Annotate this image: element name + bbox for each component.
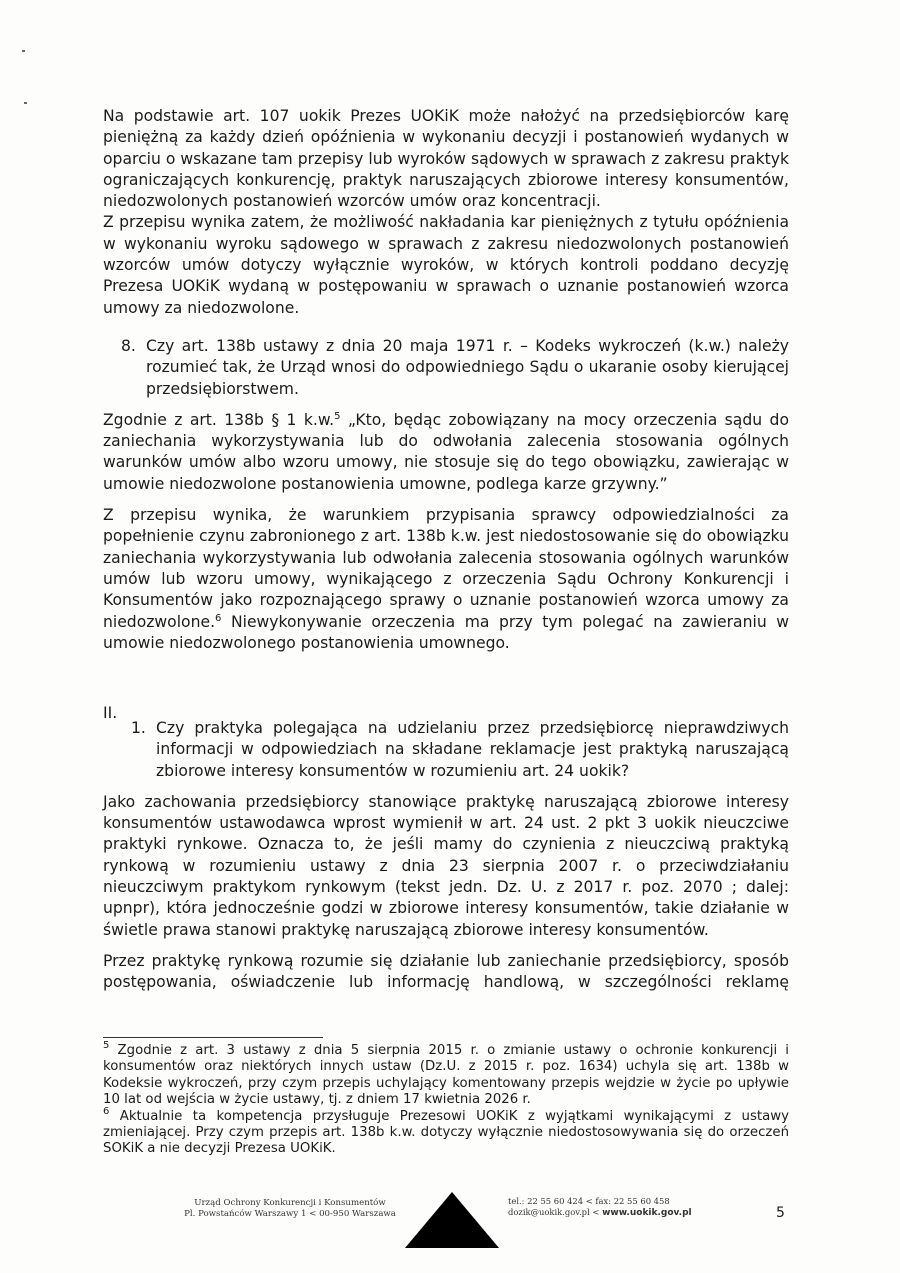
question-8 xyxy=(103,336,789,400)
contact-email: dozik@uokik.gov.pl < xyxy=(508,1207,603,1217)
page-number: 5 xyxy=(776,1205,785,1221)
footnote-ref-6: 6 xyxy=(215,612,222,624)
contact-phone-fax: tel.: 22 55 60 424 < fax: 22 55 60 458 xyxy=(508,1196,670,1206)
footnote-5: $^5$ Zgodnie z art. 3 ustawy z dnia 5 sierpnia 2015 r. o zmianie ustawy o ochronie konkurencji i konsumentów oraz niektórych innych ustaw (Dz.U. z 2015 r. poz. 1634) uchyla się art. 138b w Kodeksie wykroczeń, przy czym przepis uchylający komentowany przepis wejdzie w życie po upływie 10 lat od wejścia w życie ustawy, tj. z dniem 17 kwietnia 2026 r. xyxy=(103,1040,789,1108)
question-8-text: Czy art. 138b ustawy z dnia 20 maja 1971 r. – Kodeks wykroczeń (k.w.) należy rozumieć tak, że Urząd wnosi do odpowiedniego Sądu o ukaranie osoby kierującej przedsiębiorstwem. xyxy=(146,336,789,398)
footnote-ref-5: 5 xyxy=(334,410,341,422)
question-1 xyxy=(103,718,789,782)
organization-name: Urząd Ochrony Konkurencji i Konsumentów xyxy=(194,1198,386,1208)
uokik-triangle-logo-icon xyxy=(402,1190,502,1250)
paragraph-art-138b: Zgodnie z art. 138b § 1 k.w.$^5$ „Kto, będąc zobowiązany na mocy orzeczenia sądu do zaniechania wykorzystywania lub do odwołania zalecenia stosowania ogólnych warunków umów albo wzoru umowy, nie stosuje się do tego obowiązku, zawierając w umowie niedozwolone postanowienia umowne, podlega karze grzywny.” xyxy=(103,410,789,493)
scan-speck xyxy=(22,50,25,52)
website-link[interactable]: www.uokik.gov.pl xyxy=(602,1208,692,1218)
paragraph-art-107: Na podstawie art. 107 uokik Prezes UOKiK może nałożyć na przedsiębiorców karę pieniężną za każdy dzień opóźnienia w wykonaniu decyzji i postanowień wydanych w oparciu o wskazane tam przepisy lub wyroków sądowych w sprawach z zakresu praktyk ograniczających konkurencję, praktyk naruszających zbiorowe interesy konsumentów, niedozwolonych postanowień wzorców umów oraz koncentracji. xyxy=(103,107,789,211)
scan-speck xyxy=(24,102,27,104)
paragraph-art-24: Jako zachowania przedsiębiorcy stanowiące praktykę naruszającą zbiorowe interesy konsumentów ustawodawca wprost wymienił w art. 24 ust. 2 pkt 3 uokik nieuczciwe praktyki rynkowe. Oznacza to, że jeśli mamy do czynienia z nieuczciwą praktyką rynkową w rozumieniu ustawy z dnia 23 sierpnia 2007 r. o przeciwdziałaniu nieuczciwym praktykom rynkowym (tekst jedn. Dz. U. z 2017 r. poz. 2070 ; dalej: upnpr), która jednocześnie godzi w zbiorowe interesy konsumentów, takie działanie w świetle prawa stanowi praktykę naruszającą zbiorowe interesy konsumentów. xyxy=(103,792,789,939)
organization-address: Pl. Powstańców Warszawy 1 < 00-950 Warszawa xyxy=(184,1209,396,1219)
question-8-number: 8. xyxy=(121,336,136,355)
footnotes xyxy=(103,1040,789,1158)
question-1-text: Czy praktyka polegająca na udzielaniu przez przedsiębiorcę nieprawdziwych informacji w odpowiedziach na składane reklamacje jest praktyką naruszającą zbiorowe interesy konsumentów w rozumieniu art. 24 uokik? xyxy=(156,719,789,780)
contact-web xyxy=(508,1207,718,1219)
paragraph-market-practice: Przez praktykę rynkową rozumie się działanie lub zaniechanie przedsiębiorcy, sposób postępowania, oświadczenie lub informację handlową, w szczególności reklamę xyxy=(103,951,789,992)
question-1-number: 1. xyxy=(131,719,146,737)
paragraph-conclusion: Z przepisu wynika zatem, że możliwość nakładania kar pieniężnych z tytułu opóźnienia w wykonaniu wyroku sądowego w sprawach z zakresu niedozwolonych postanowień wzorców umów dotyczy wyłącznie wyroków, w których kontroli poddano decyzję Prezesa UOKiK wydaną w postępowaniu w sprawach o uznanie postanowień wzorca umowy za niedozwolone. xyxy=(103,213,789,317)
paragraph-liability: Z przepisu wynika, że warunkiem przypisania sprawcy odpowiedzialności za popełnienie czynu zabronionego z art. 138b k.w. jest niedostosowanie się do obowiązku zaniechania wykorzystywania lub odwołania zalecenia stosowania ogólnych warunków umów lub wzoru umowy, wynikającego z orzeczenia Sądu Ochrony Konkurencji i Konsumentów jako rozpoznającego sprawy o uznanie postanowień wzorca umowy za niedozwolone.$^6$ Niewykonywanie orzeczenia ma przy tym polegać na zawieraniu w umowie niedozwolonego postanowienia umownego. xyxy=(103,506,789,652)
footer-organization xyxy=(180,1198,400,1220)
footnote-6: $^6$ Aktualnie ta kompetencja przysługuje Prezesowi UOKiK z wyjątkami wynikającymi z ustawy zmieniającej. Przy czym przepis art. 138b k.w. dotyczy wyłącznie niedostosowywania się do orzeczeń SOKiK a nie decyzji Prezesa UOKiK. xyxy=(103,1105,789,1157)
main-text xyxy=(103,106,789,654)
section-2-text xyxy=(103,718,789,994)
section-heading: II. xyxy=(103,704,118,722)
footer-contact xyxy=(508,1196,718,1219)
footnote-divider xyxy=(103,1037,323,1038)
